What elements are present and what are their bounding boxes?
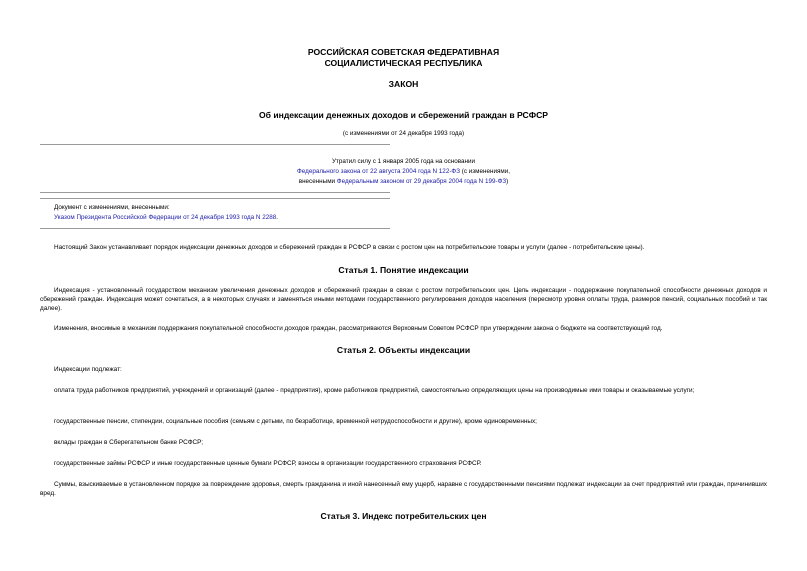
changes-label: Документ с изменениями, внесенными: [54, 204, 170, 211]
validity-line1 [0, 158, 807, 166]
article1-heading: Статья 1. Понятие индексации [338, 265, 469, 275]
law-title: Об индексации денежных доходов и сбережений граждан в РСФСР [258, 110, 549, 120]
article1-paragraph2: Изменения, вносимые в механизм поддержания покупательной способности доходов граждан, рассматриваются Верховным Советом РСФСР при утверждении закона о бюджете на соответствующий год. [54, 325, 663, 332]
validity-line2 [0, 168, 807, 176]
validity-text: (с изменениями, [460, 168, 510, 175]
doc-type: ЗАКОН [388, 79, 419, 89]
validity-line3 [0, 178, 807, 186]
article1-paragraph1: Индексация - установленный государством механизм увеличения денежных доходов и сбережений граждан в связи с ростом потребительских цен. Цель индексации - поддержание покупательной способности денежных доходов и сбережений граждан. Индексация может сочетаться, а в некоторых случаях и заменяться иными методами государственного регулирования доходов населения (пересмотр уровня оплаты труда, размеров пенсий, социальных пособий и так далее). [40, 287, 767, 312]
validity-text: Утратил силу с 1 января 2005 года на основании [331, 158, 476, 165]
article2-item: государственные пенсии, стипендии, социальные пособия (семьям с детьми, по безработице, временной нетрудоспособности и другие), кроме единовременных; [54, 418, 537, 425]
validity-text: внесенными [298, 178, 337, 185]
republic-title-line2: СОЦИАЛИСТИЧЕСКАЯ РЕСПУБЛИКА [324, 58, 483, 68]
presidential-decree-link[interactable]: Указом Президента Российской Федерации от 24 декабря 1993 года N 2288 [54, 214, 277, 221]
article2-heading: Статья 2. Объекты индексации [336, 345, 471, 355]
article2-item: вклады граждан в Сберегательном банке РСФСР; [54, 439, 204, 446]
validity-text: ) [506, 178, 509, 185]
changes-suffix: . [276, 214, 278, 221]
divider [40, 192, 390, 193]
preamble-paragraph: Настоящий Закон устанавливает порядок индексации денежных доходов и сбережений граждан в РСФСР в связи с ростом цен на потребительские товары и услуги (далее - потребительские цены). [54, 244, 645, 251]
article2-closing: Суммы, взыскиваемые в установленном порядке за повреждение здоровья, смерть гражданина и иной нанесенный ему ущерб, наравне с государственными пенсиями подлежат индексации за счет предприятий или граждан, причинивших вред. [40, 481, 767, 497]
divider [40, 228, 390, 229]
law-199-fz-link[interactable]: Федеральным законом от 29 декабря 2004 года N 199-ФЗ [336, 178, 507, 185]
changes-line [54, 214, 278, 222]
article2-item: государственные займы РСФСР и иные государственные ценные бумаги РСФСР, взносы в организации государственного страхования РСФСР. [54, 460, 482, 467]
divider [40, 144, 390, 145]
law-122-fz-link[interactable]: Федерального закона от 22 августа 2004 года N 122-ФЗ [297, 168, 461, 175]
article3-heading: Статья 3. Индекс потребительских цен [320, 511, 487, 521]
amendment-note: (с изменениями от 24 декабря 1993 года) [342, 130, 465, 137]
divider [40, 198, 390, 199]
republic-title-line1: РОССИЙСКАЯ СОВЕТСКАЯ ФЕДЕРАТИВНАЯ [307, 47, 500, 57]
article2-item: оплата труда работников предприятий, учреждений и организаций (далее - предприятия), кроме работников предприятий, самостоятельно определяющих цены на производимые ими товары и оказываемые услуги; [54, 387, 695, 394]
article2-intro: Индексации подлежат: [54, 366, 122, 373]
